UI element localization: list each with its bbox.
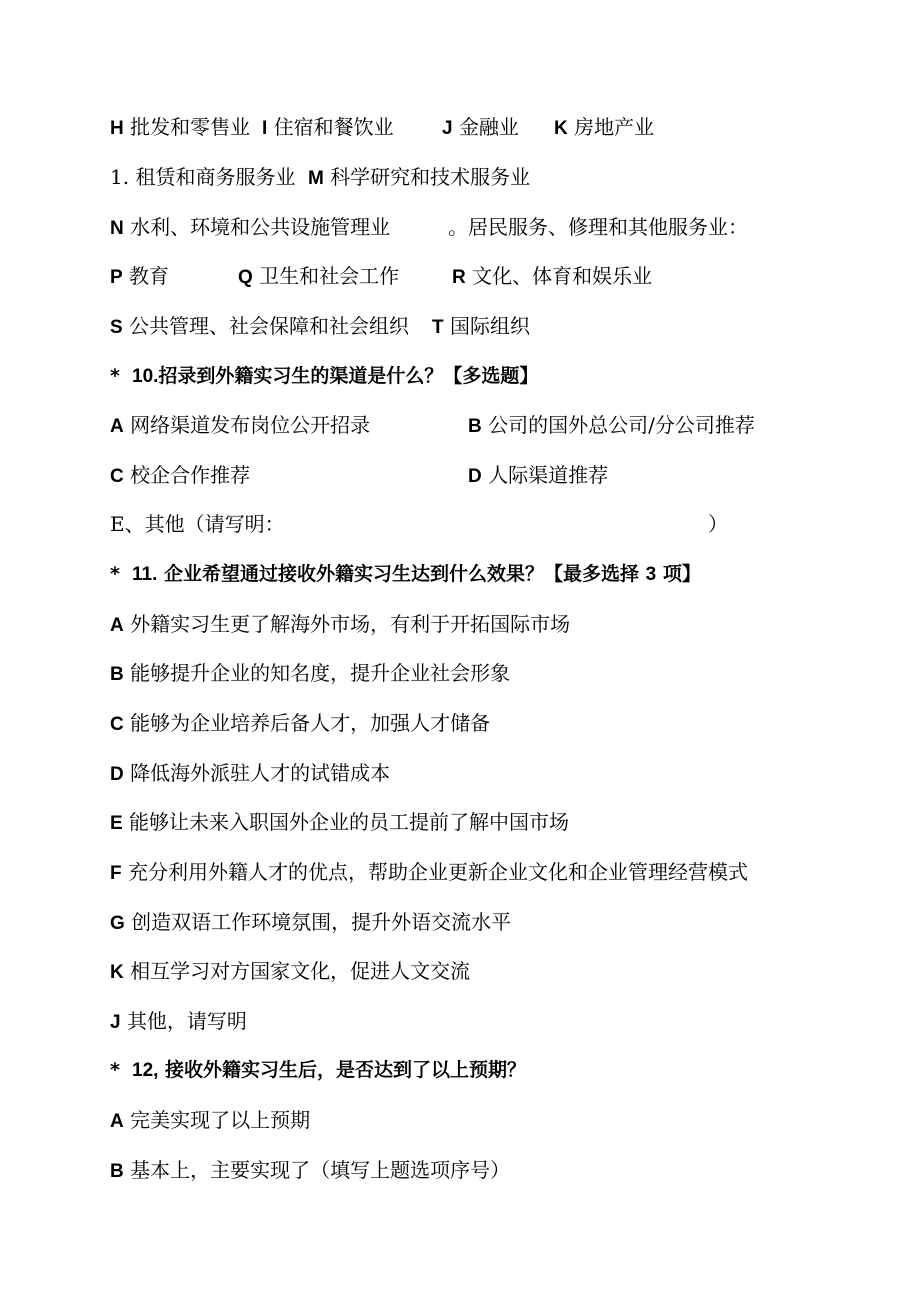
question-11-text: 11. 企业希望通过接收外籍实习生达到什么效果？【最多选择 3 项】 <box>132 563 701 585</box>
option-k: K 房地产业 <box>554 115 655 139</box>
question-12-text: 12, 接收外籍实习生后，是否达到了以上预期？ <box>132 1059 527 1081</box>
q10-option-c: C 校企合作推荐 <box>110 463 251 487</box>
option-s: S 公共管理、社会保障和社会组织 <box>110 314 410 338</box>
option-q: Q 卫生和社会工作 <box>238 264 400 288</box>
q10-option-b: B 公司的国外总公司/分公司推荐 <box>468 413 755 437</box>
option-h: H 批发和零售业 <box>110 115 251 139</box>
option-i: I 住宿和餐饮业 <box>262 115 394 139</box>
option-n: N 水利、环境和公共设施管理业 <box>110 215 391 239</box>
document-page: H 批发和零售业 I 住宿和餐饮业 J 金融业 K 房地产业 1. 租赁和商务服务业 M 科学研究和技术服务业 N 水利、环境和公共设施管理业 。居民服务、修理和其他服务业： P 教育 Q 卫生和社会工作 R 文化、体育和娱乐业 S 公共管理、社会保障和社会组织 T 国际组织 * 10.招录到外籍实习生的渠道是什么？【多选题】 A 网络渠道发布岗位公开招录 B 公司的国外总公司/分公司推荐 C 校企合作推荐 D 人际渠道推荐 E、其他（请写明： ） * 11. 企业希望通过接收外籍实习生达到什么效果？【最多选择 3 项】 A 外籍实习生更了解海外市场，有利于开拓国际市场 B 能够提升企业的知名度，提升企业社会形象 C 能够为企业培养后备人才，加强人才储备 D 降低海外派驻人才的试错成本 E 能够让未来入职国外企业的员工提前了解中国市场 F 充分利用外籍人才的优点，帮助企业更新企业文化和企业管理经营模式 G 创造双语工作环境氛围，提升外语交流水平 K 相互学习对方国家文化，促进人文交流 J 其他，请写明 * 12, 接收外籍实习生后，是否达到了以上预期？ A 完美实现了以上预期 B 基本上，主要实现了（填写上题选项序号） <box>0 0 920 1301</box>
option-p: P 教育 <box>110 264 170 288</box>
option-l: 1. 租赁和商务服务业 <box>110 165 296 189</box>
option-o: 。居民服务、修理和其他服务业： <box>448 215 748 239</box>
option-j: J 金融业 <box>442 115 519 139</box>
q10-option-a: A 网络渠道发布岗位公开招录 <box>110 413 371 437</box>
option-r: R 文化、体育和娱乐业 <box>452 264 653 288</box>
option-t: T 国际组织 <box>432 314 530 338</box>
question-10-text: 10.招录到外籍实习生的渠道是什么？【多选题】 <box>132 365 539 387</box>
option-m: M 科学研究和技术服务业 <box>308 165 531 189</box>
q10-option-d: D 人际渠道推荐 <box>468 463 609 487</box>
